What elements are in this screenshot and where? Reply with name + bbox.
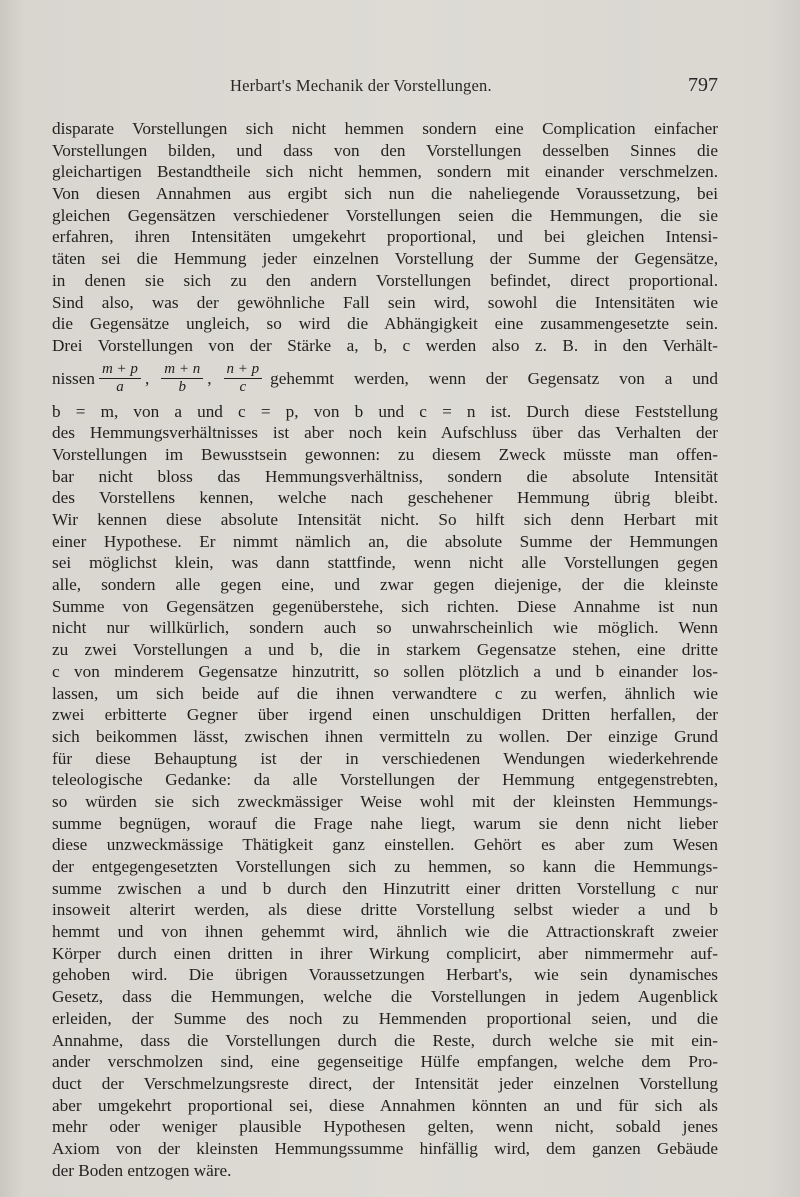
running-title: Herbart's Mechanik der Vorstellungen. [230, 76, 492, 95]
text-line: Von diesen Annahmen aus ergibt sich nun die naheliegende Voraussetzung, bei [52, 184, 718, 204]
text-line: c von minderem Gegensatze hinzutritt, so sollen plötzlich a und b einander los- [52, 661, 718, 681]
text-line: duct der Verschmelzungsreste direct, der Intensität jeder einzelnen Vorstellung [52, 1073, 718, 1093]
fraction-prefix: nissen [52, 368, 95, 388]
fraction-line [52, 357, 718, 401]
fraction-numerator: m + p [99, 361, 141, 379]
fraction-3 [224, 361, 263, 396]
text-line: alle, sondern alle gegen eine, und zwar gegen diejenige, der die kleinste [52, 575, 718, 595]
text-line: sei möglichst klein, was dann stattfinde, wenn nicht alle Vorstellungen gegen [52, 553, 718, 573]
text-line: Vorstellungen im Bewusstsein gewonnen: zu diesem Zweck müsste man offen- [52, 444, 718, 464]
text-line: bar nicht bloss das Hemmungsverhältniss, sondern die absolute Intensität [52, 466, 718, 486]
text-line: für diese Behauptung ist der in verschiedenen Wendungen wiederkehrende [52, 748, 718, 768]
fraction-numerator: n + p [224, 361, 263, 379]
text-line: Sind also, was der gewöhnliche Fall sein wird, sowohl die Intensitäten wie [52, 292, 718, 312]
text-line: b = m, von a und c = p, von b und c = n ist. Durch diese Feststellung [52, 401, 718, 421]
text-line: Annahme, dass die Vorstellungen durch die Reste, durch welche sie mit ein- [52, 1030, 718, 1050]
text-line: gehoben wird. Die übrigen Voraussetzungen Herbart's, wie sein dynamisches [52, 965, 718, 985]
fraction-numerator: m + n [161, 361, 203, 379]
comma: , [207, 368, 212, 388]
text-line: der Boden entzogen wäre. [52, 1160, 232, 1180]
text-line: der entgegengesetzten Vorstellungen sich zu hemmen, so kann die Hemmungs- [52, 857, 718, 876]
text-line: hemmt und von ihnen gehemmt wird, ähnlich wie die Attractionskraft zweier [52, 922, 718, 942]
text-line: Wir kennen diese absolute Intensität nicht. So hilft sich denn Herbart mit [52, 510, 718, 529]
text-line: insoweit alterirt werden, als diese dritte Vorstellung selbst wieder a und b [52, 900, 718, 920]
comma: , [144, 368, 150, 388]
fraction-denominator: b [178, 379, 186, 396]
text-line: Gesetz, dass die Hemmungen, welche die Vorstellungen in jedem Augenblick [52, 987, 718, 1007]
text-line: gleichen Gegensätzen verschiedener Vorstellungen seien die Hemmungen, die sie [52, 205, 718, 225]
text-line: summe begnügen, worauf die Frage nahe liegt, warum sie denn nicht lieber [52, 813, 718, 833]
text-line: diese unzweckmässige Thätigkeit ganz einstellen. Gehört es aber zum Wesen [52, 835, 718, 855]
text-line: des Vorstellens kennen, welche nach geschehener Hemmung übrig bleibt. [52, 488, 718, 508]
text-line: des Hemmungsverhältnisses ist aber noch kein Aufschluss über das Verhalten der [52, 423, 718, 443]
text-line: teleologische Gedanke: da alle Vorstellungen der Hemmung entgegenstrebten, [52, 770, 718, 790]
fraction-denominator: c [239, 379, 247, 396]
fraction-1 [99, 361, 141, 396]
text-line: zwei erbitterte Gegner über irgend einen unschuldigen Dritten herfallen, der [52, 705, 718, 725]
text-line: sich beikommen lässt, zwischen ihnen vermitteln zu wollen. Der einzige Grund [52, 726, 718, 746]
text-line: erleiden, der Summe des noch zu Hemmenden proportional seien, und die [52, 1008, 718, 1028]
page-header [52, 74, 718, 102]
text-line: Axiom von der kleinsten Hemmungssumme hinfällig wird, dem ganzen Gebäude [52, 1138, 718, 1158]
paragraph-part-1 [52, 118, 718, 357]
text-line: einer Hypothese. Er nimmt nämlich an, die absolute Summe der Hemmungen [52, 531, 718, 551]
text-line: zu zwei Vorstellungen a und b, die in starkem Gegensatze stehen, eine dritte [52, 640, 718, 660]
text-line: Summe von Gegensätzen gegenüberstehe, sich richten. Diese Annahme ist nun [52, 596, 718, 616]
text-line: Vorstellungen bilden, und dass von den Vorstellungen desselben Sinnes die [52, 140, 718, 160]
text-line: gleichartigen Bestandtheile sich nicht hemmen, sondern mit einander verschmelzen. [52, 162, 718, 182]
text-line: in denen sie sich zu den andern Vorstellungen befindet, direct proportional. [52, 270, 718, 290]
text-line: mehr oder weniger plausible Hypothesen gelten, wenn nicht, sobald jenes [52, 1117, 718, 1137]
fraction-suffix: gehemmt werden, wenn der Gegensatz von a und [270, 368, 718, 388]
fraction-2 [161, 361, 203, 396]
text-line: nicht nur willkürlich, sondern auch so unwahrscheinlich wie möglich. Wenn [52, 618, 718, 638]
text-line: täten sei die Hemmung jeder einzelnen Vorstellung der Summe der Gegensätze, [52, 249, 718, 269]
fraction-denominator: a [116, 379, 124, 396]
text-line: Drei Vorstellungen von der Stärke a, b, c werden also z. B. in den Verhält- [52, 335, 718, 355]
text-line: aber umgekehrt proportional sei, diese Annahmen könnten an und für sich als [52, 1095, 718, 1115]
text-line: disparate Vorstellungen sich nicht hemmen sondern eine Complication einfacher [52, 119, 718, 138]
text-line: ander verschmolzen sind, eine gegenseitige Hülfe empfangen, welche dem Pro- [52, 1052, 718, 1072]
text-line: die Gegensätze ungleich, so wird die Abhängigkeit eine zusammengesetzte sein. [52, 314, 718, 334]
body-text [52, 118, 718, 1181]
paragraph-part-2 [52, 401, 718, 1182]
text-line: so würden sie sich zweckmässiger Weise wohl mit der kleinsten Hemmungs- [52, 791, 718, 811]
text-line: lassen, um sich beide auf die ihnen verwandtere c zu werfen, ähnlich wie [52, 683, 718, 703]
text-line: summe zwischen a und b durch den Hinzutritt einer dritten Vorstellung c nur [52, 878, 718, 898]
text-line: erfahren, ihren Intensitäten umgekehrt proportional, und bei gleichen Intensi- [52, 227, 718, 247]
page-number: 797 [688, 74, 718, 96]
text-line: Körper durch einen dritten in ihrer Wirkung complicirt, aber nimmermehr auf- [52, 943, 718, 963]
